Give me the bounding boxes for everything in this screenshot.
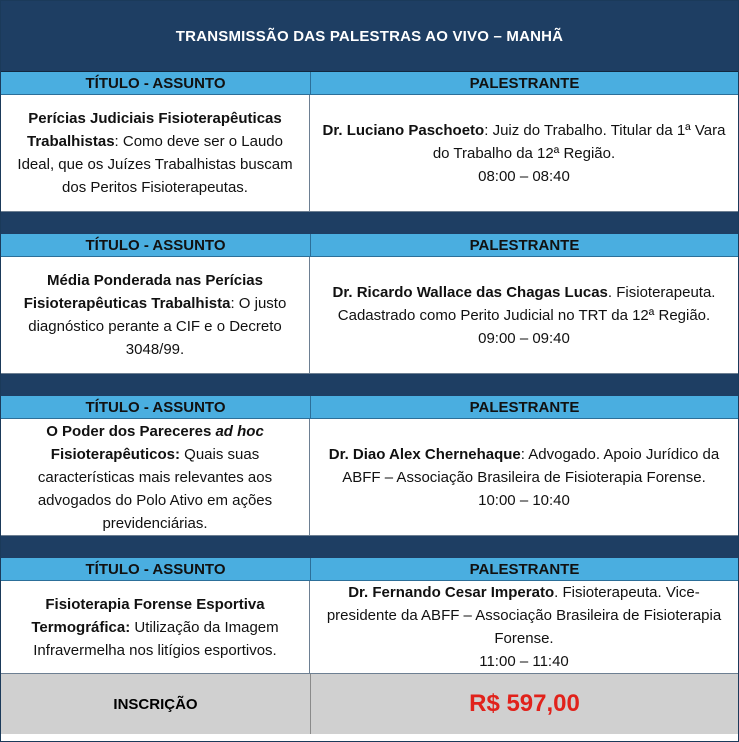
column-header-row: [1, 234, 738, 257]
column-header-row: [1, 558, 738, 581]
session-topic: [1, 95, 310, 211]
speaker-desc: : Juiz do Trabalho. Titular da 1ª Vara do Trabalho da 12ª Região.: [432, 121, 726, 162]
column-header-topic: TÍTULO - ASSUNTO: [1, 396, 311, 418]
topic-text: : O justo diagnóstico perante a CIF e o Decreto 3048/99.: [28, 295, 287, 358]
topic-title: O Poder dos Pareceres: [46, 422, 216, 440]
registration-row: [1, 674, 738, 734]
topic-title: Perícias Judiciais Fisioterapêuticas Trabalhistas: [27, 110, 282, 150]
column-header-speaker: PALESTRANTE: [469, 74, 580, 92]
column-header-row: [1, 396, 738, 419]
topic-title: Fisioterapia Forense Esportiva Termográfica:: [31, 595, 265, 636]
speaker-name: Dr. Fernando Cesar Imperato: [348, 584, 555, 601]
session-row: [1, 257, 738, 374]
session-topic: [1, 419, 310, 535]
table-title: TRANSMISSÃO DAS PALESTRAS AO VIVO – MANHÃ: [1, 1, 738, 72]
topic-title: Média Ponderada nas Perícias Fisioterapêuticas Trabalhista: [23, 272, 263, 312]
session-time: 09:00 – 09:40: [478, 329, 570, 347]
session-speaker: [310, 95, 738, 211]
column-header-topic: TÍTULO - ASSUNTO: [1, 234, 311, 256]
registration-label: INSCRIÇÃO: [1, 674, 311, 734]
topic-text: : Como deve ser o Laudo Ideal, que os Juízes Trabalhistas buscam dos Peritos Fisioterapeutas.: [17, 133, 293, 196]
column-header-topic: TÍTULO - ASSUNTO: [1, 72, 311, 94]
speaker-desc-2: Cadastrado como Perito Judicial no TRT da 12ª Região.: [337, 306, 711, 324]
section-divider: [1, 536, 738, 558]
session-time: 11:00 – 11:40: [479, 653, 569, 670]
speaker-name: Dr. Diao Alex Chernehaque: [328, 445, 521, 463]
session-speaker: [310, 419, 738, 535]
speaker-desc: . Fisioterapeuta. Vice-presidente da ABFF – Associação Brasileira de Fisioterapia Forense.: [326, 584, 722, 647]
session-topic: [1, 257, 310, 373]
column-header-speaker: PALESTRANTE: [469, 236, 580, 254]
column-header-topic: TÍTULO - ASSUNTO: [1, 558, 311, 580]
session-time: 08:00 – 08:40: [478, 167, 570, 185]
speaker-desc: . Fisioterapeuta.: [607, 283, 716, 301]
section-divider: [1, 212, 738, 234]
speaker-name: Dr. Ricardo Wallace das Chagas Lucas: [332, 283, 608, 301]
session-speaker: [310, 257, 738, 373]
topic-text: Quais suas características mais relevantes aos advogados do Polo Ativo em ações previdenciárias.: [37, 445, 273, 532]
session-row: [1, 95, 738, 212]
column-header-speaker: PALESTRANTE: [469, 560, 580, 578]
section-divider: [1, 374, 738, 396]
session-row: [1, 419, 738, 536]
registration-price: R$ 597,00: [469, 690, 580, 717]
topic-italic: ad hoc: [215, 422, 264, 440]
session-speaker: [310, 581, 738, 673]
speaker-name: Dr. Luciano Paschoeto: [322, 121, 485, 139]
topic-text: Utilização da Imagem Infravermelha nos litígios esportivos.: [33, 618, 279, 659]
column-header-row: [1, 72, 738, 95]
session-row: [1, 581, 738, 674]
topic-title-2: Fisioterapêuticos:: [50, 445, 180, 463]
session-time: 10:00 – 10:40: [478, 491, 570, 509]
session-topic: [1, 581, 310, 673]
speaker-desc: : Advogado. Apoio Jurídico da ABFF – Associação Brasileira de Fisioterapia Forense.: [342, 445, 720, 486]
column-header-speaker: PALESTRANTE: [469, 398, 580, 416]
